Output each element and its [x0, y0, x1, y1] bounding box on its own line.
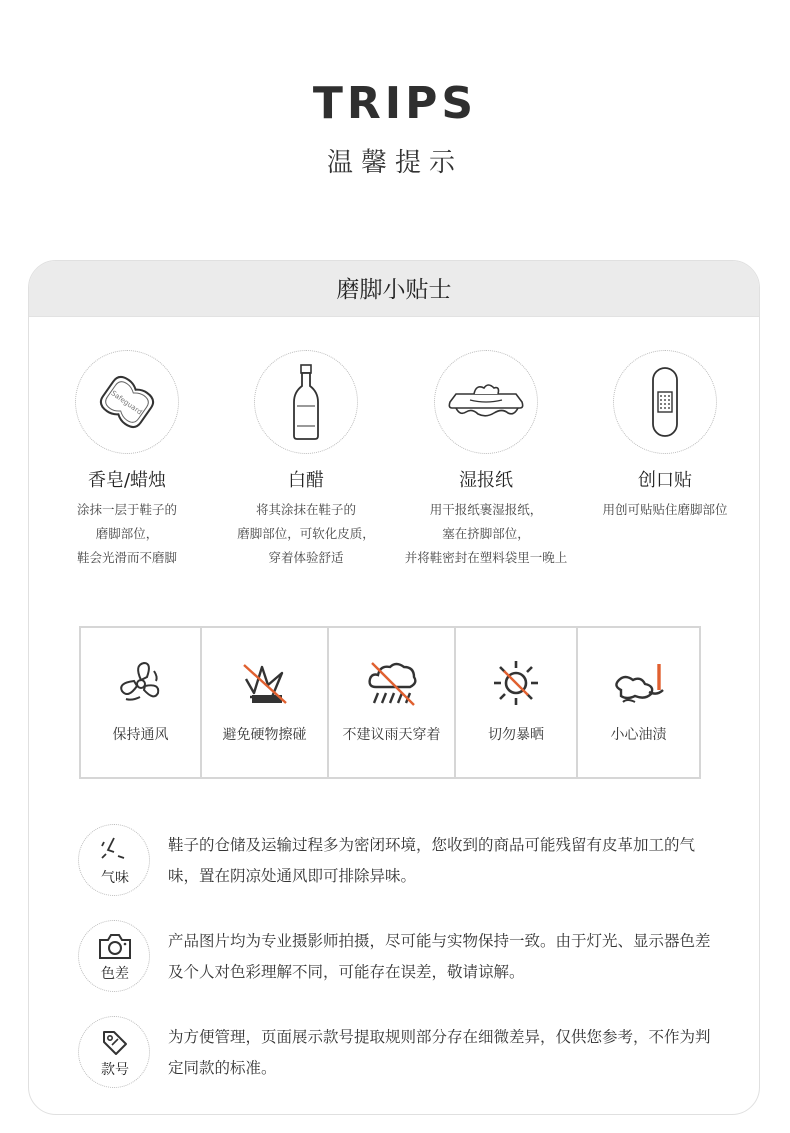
care-label: 不建议雨天穿着 — [342, 727, 441, 743]
care-label: 避免硬物擦碰 — [222, 727, 307, 743]
note-text: 为方便管理，页面展示款号提取规则部分存在细微差异，仅供您参考，不作为判定同款的标准。 — [168, 1028, 711, 1077]
page-subtitle: 温馨提示 — [326, 148, 463, 178]
oil-stain-icon — [611, 660, 667, 706]
tip-name: 白醋 — [288, 470, 324, 491]
note-style-number — [78, 1016, 718, 1092]
tip-name: 创口贴 — [638, 470, 692, 491]
note-badge — [78, 1016, 150, 1088]
soap-icon — [96, 371, 158, 433]
bandage-icon — [650, 366, 680, 438]
vinegar-icon-circle — [254, 350, 358, 454]
tip-vinegar — [206, 350, 406, 570]
no-hard-objects-icon — [238, 659, 292, 707]
tip-soap — [27, 350, 227, 570]
page-title: TRIPS — [312, 78, 478, 129]
tip-desc: 涂抹一层于鞋子的 磨脚部位， 鞋会光滑而不磨脚 — [76, 502, 177, 565]
note-badge — [78, 824, 150, 896]
note-label: 款号 — [101, 1062, 129, 1078]
note-text: 产品图片均为专业摄影师拍摄，尽可能与实物保持一致。由于灯光、显示器色差及个人对色彩理解不同，可能存在误差，敬请谅解。 — [168, 932, 711, 981]
care-table — [79, 626, 701, 779]
soap-brand-text: Safeguard — [109, 389, 144, 417]
tip-desc: 将其涂抹在鞋子的 磨脚部位，可软化皮质， 穿着体验舒适 — [237, 502, 375, 565]
bandage-icon-circle — [613, 350, 717, 454]
note-text: 鞋子的仓储及运输过程多为密闭环境，您收到的商品可能残留有皮革加工的气味，置在阴凉处通风即可排除异味。 — [168, 836, 696, 885]
no-sun-icon — [490, 658, 542, 708]
no-rain-icon — [364, 659, 420, 707]
fan-icon — [116, 659, 166, 707]
care-item-oil — [578, 628, 699, 777]
tip-name: 香皂/蜡烛 — [87, 470, 167, 491]
care-item-sun — [456, 628, 578, 777]
care-item-rain — [329, 628, 456, 777]
care-label: 小心油渍 — [610, 727, 667, 743]
tissue-box-icon — [446, 380, 526, 424]
camera-icon — [97, 932, 133, 960]
tip-desc: 用创可贴贴住磨脚部位 — [602, 502, 728, 517]
note-smell — [78, 824, 718, 900]
smell-icon — [100, 836, 130, 864]
care-label: 保持通风 — [112, 727, 169, 743]
note-label: 色差 — [101, 966, 129, 982]
care-item-ventilation — [81, 628, 202, 777]
note-color — [78, 920, 718, 996]
tip-bandage — [565, 350, 765, 522]
tip-desc: 用干报纸裹湿报纸， 塞在挤脚部位， 并将鞋密封在塑料袋里一晚上 — [404, 502, 568, 565]
tag-icon — [100, 1028, 130, 1056]
tip-name: 湿报纸 — [459, 470, 513, 491]
tissue-icon-circle — [434, 350, 538, 454]
vinegar-bottle-icon — [286, 362, 326, 442]
care-label: 切勿暴晒 — [488, 727, 544, 743]
tip-newspaper — [386, 350, 586, 570]
care-item-hard-objects — [202, 628, 329, 777]
card-title: 磨脚小贴士 — [29, 261, 759, 317]
note-label: 气味 — [101, 870, 129, 886]
soap-icon-circle — [75, 350, 179, 454]
note-badge — [78, 920, 150, 992]
